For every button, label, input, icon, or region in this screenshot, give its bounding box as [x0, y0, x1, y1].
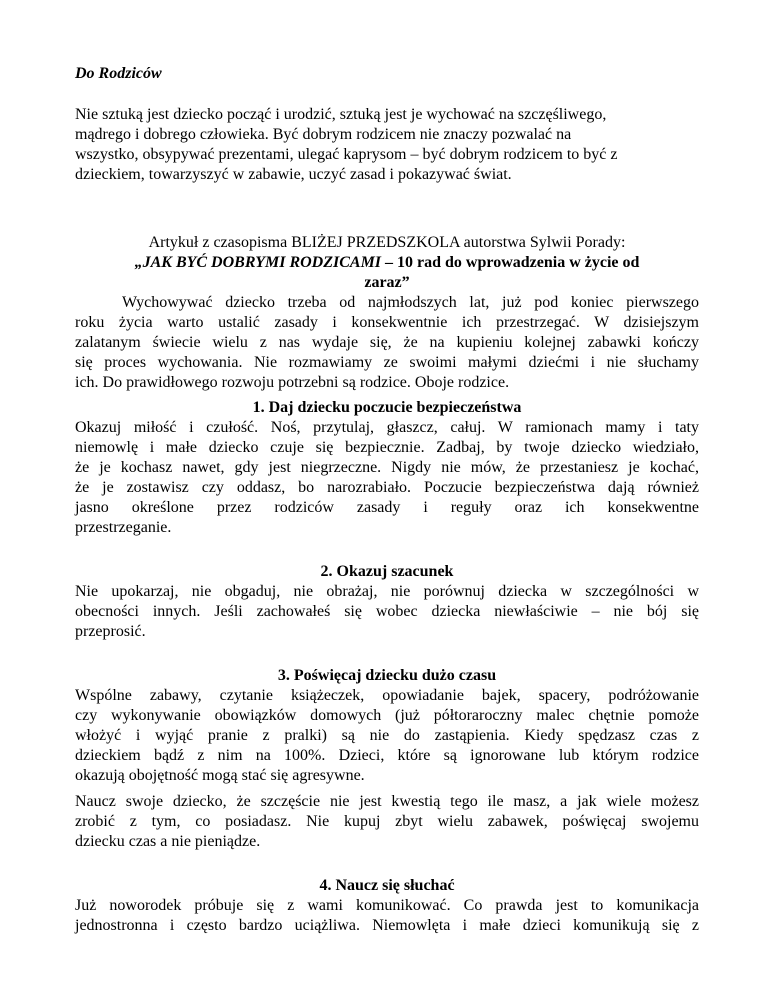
intro-line: dzieckiem, towarzyszyć w zabawie, uczyć zasad i pokazywać świat. [75, 166, 512, 183]
article-title-rest: – 10 rad do wprowadzenia w życie od [381, 254, 640, 271]
article-source: Artykuł z czasopisma BLIŻEJ PRZEDSZKOLA autorstwa Sylwii Porady: [148, 234, 626, 251]
section-line: Okazuj miłość i czułość. Noś, przytulaj, głaszcz, całuj. W ramionach mamy i taty [75, 419, 699, 436]
section-4-title: 4. Naucz się słuchać [319, 877, 455, 894]
lead-line: Wychowywać dziecko trzeba od najmłodszych lat, już pod koniec pierwszego [122, 294, 699, 311]
section-line: że je zostawisz czy oddasz, bo narozrabiało. Poczucie bezpieczeństwa dają również [75, 479, 699, 496]
intro-paragraph [75, 105, 699, 185]
section-3-title: 3. Poświęcaj dziecku dużo czasu [277, 667, 497, 684]
article-header [75, 233, 699, 293]
section-line: czy wykonywanie obowiązków domowych (już półtoraroczny malec chętnie pomoże [75, 707, 699, 724]
lead-line: zalatanym świecie wielu z nas wydaje się, że na kupieniu kolejnej zabawki kończy [75, 334, 699, 351]
section-3-extra [75, 792, 699, 852]
section-3-body [75, 686, 699, 786]
lead-line: roku życia warto ustalić zasady i konsekwentnie ich przestrzegać. W dzisiejszym [75, 314, 699, 331]
section-line: Już noworodek próbuje się z wami komunikować. Co prawda jest to komunikacja [75, 897, 699, 914]
section-1-body [75, 418, 699, 538]
article-title-line [75, 253, 699, 273]
section-2-title: 2. Okazuj szacunek [320, 563, 454, 580]
section-line: że je kochasz nawet, gdy jest niegrzeczne. Nigdy nie mów, że przestaniesz je kochać, [75, 459, 699, 476]
section-line: Naucz swoje dziecko, że szczęście nie jest kwestią tego ile masz, a jak wiele możesz [75, 793, 699, 810]
page-heading: Do Rodziców [75, 65, 162, 82]
intro-line: Nie sztuką jest dziecko począć i urodzić, sztuką jest je wychować na szczęśliwego, [75, 106, 607, 123]
section-line: zrobić z tym, co posiadasz. Nie kupuj zbyt wielu zabawek, poświęcaj swojemu [75, 813, 699, 830]
section-line: Nie upokarzaj, nie obgaduj, nie obrażaj, nie porównuj dziecka w szczególności w [75, 583, 699, 600]
lead-line: ich. Do prawidłowego rozwoju potrzebni są rodzice. Oboje rodzice. [75, 374, 510, 391]
section-line: obecności innych. Jeśli zachowałeś się wobec dziecka niewłaściwie – nie bój się [75, 603, 699, 620]
section-line: jednostronna i często bardzo uciążliwa. Niemowlęta i małe dzieci komunikują się z [75, 917, 699, 934]
intro-line: mądrego i dobrego człowieka. Być dobrym rodzicem nie znaczy pozwalać na [75, 126, 572, 143]
lead-line: się proces wychowania. Nie rozmawiamy ze swoimi małymi dziećmi i nie słuchamy [75, 354, 699, 371]
intro-line: wszystko, obsypywać prezentami, ulegać kaprysom – być dobrym rodzicem to być z [75, 146, 618, 163]
section-line: okazują obojętność mogą stać się agresywne. [75, 767, 365, 784]
article-title-italic: „JAK BYĆ DOBRYMI RODZICAMI [134, 254, 382, 271]
section-4-body [75, 896, 699, 936]
section-2-body [75, 582, 699, 642]
section-1-title: 1. Daj dziecku poczucie bezpieczeństwa [252, 399, 522, 416]
section-line: dzieckiem bądź z nim na 100%. Dzieci, które są ignorowane lub którym rodzice [75, 747, 699, 764]
section-line: włożyć i wyjąć pranie z pralki) są nie do zastąpienia. Kiedy spędzasz czas z [75, 727, 699, 744]
section-line: Wspólne zabawy, czytanie książeczek, opowiadanie bajek, spacery, podróżowanie [75, 687, 699, 704]
section-line: niemowlę i małe dziecko czuje się bezpiecznie. Zadbaj, by twoje dziecko wiedziało, [75, 439, 699, 456]
section-line: przestrzeganie. [75, 519, 172, 536]
section-line: jasno określone przez rodziców zasady i reguły oraz ich konsekwentne [75, 499, 699, 516]
section-line: przeprosić. [75, 623, 146, 640]
article-title-line2: zaraz” [364, 274, 410, 291]
section-line: dziecku czas a nie pieniądze. [75, 833, 261, 850]
lead-paragraph [75, 293, 699, 393]
